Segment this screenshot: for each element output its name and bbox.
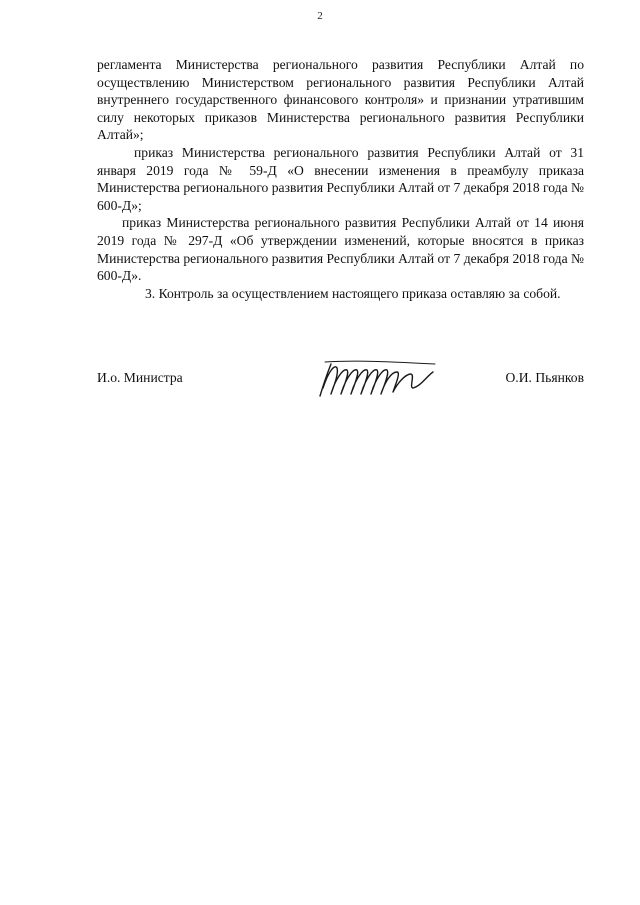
page-number: 2 (317, 10, 323, 22)
signatory-name: О.И. Пьянков (505, 370, 584, 385)
paragraph-order-297-d: приказ Министерства регионального развития Республики Алтай от 14 июня 2019 года № 297-Д «Об утверждении изменений, которые вносятся в приказ Министерства регионального развития Республики Алтай от 7 декабря 2018 года № 600-Д». (97, 215, 584, 284)
paragraph-order-59-d: приказ Министерства регионального развития Республики Алтай от 31 января 2019 года № 59-Д «О внесении изменения в преамбулу приказа Министерства регионального развития Республики Алтай от 7 декабря 2018 года № 600-Д»; (97, 144, 584, 213)
document-body (97, 56, 584, 302)
paragraph-control-clause: 3. Контроль за осуществлением настоящего приказа оставляю за собой. (145, 285, 561, 301)
signatory-title: И.о. Министра (97, 370, 183, 385)
signature-block (97, 358, 584, 408)
handwritten-signature (317, 358, 457, 402)
paragraph-continuation: регламента Министерства регионального развития Республики Алтай по осуществлению Министерством регионального развития Республики Алтай внутреннего государственного финансового контроля» и признании утратившим силу некоторых приказов Министерства регионального развития Республики Алтай»; (97, 57, 584, 143)
